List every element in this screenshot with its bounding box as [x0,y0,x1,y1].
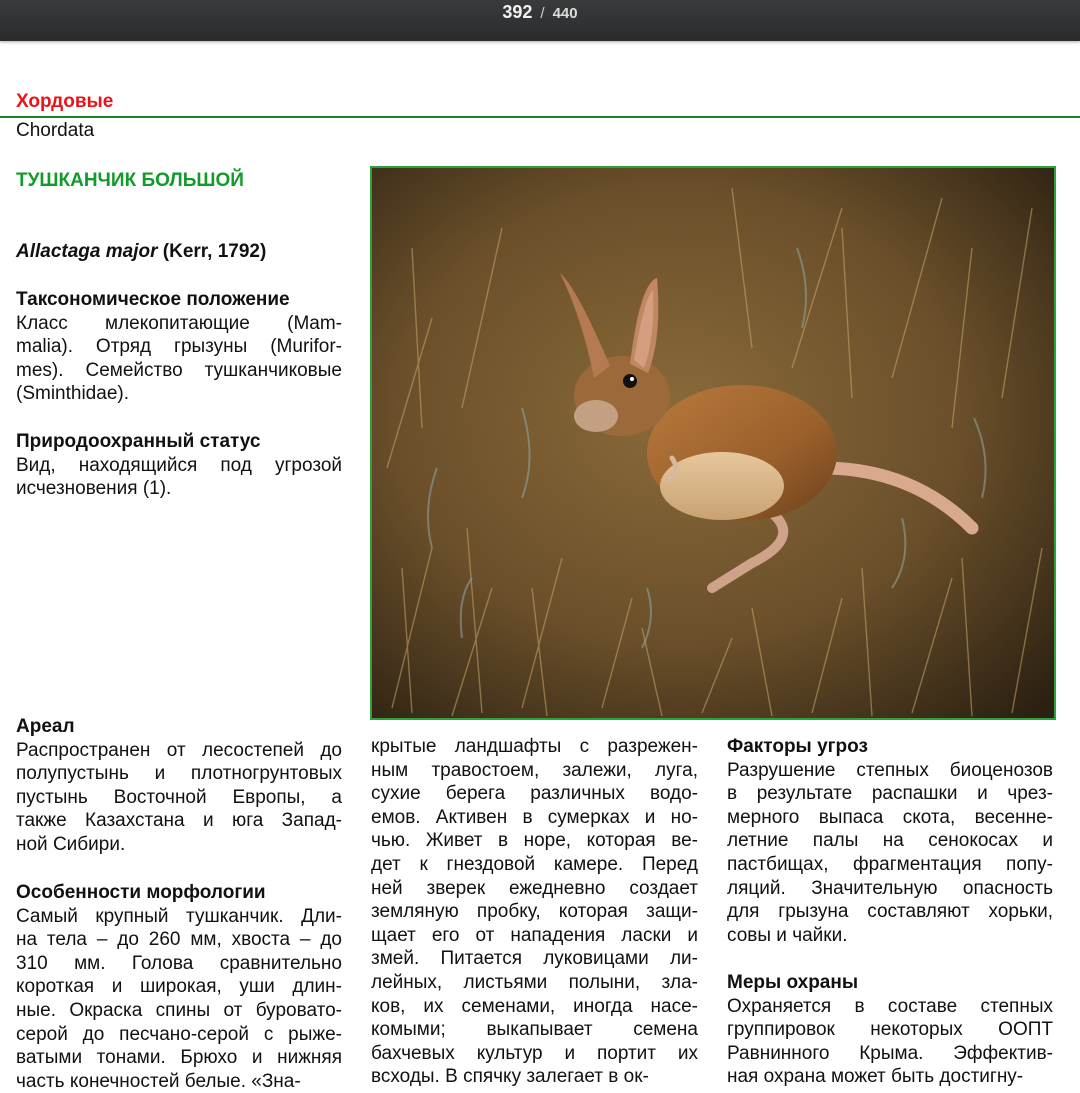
text-line: malia). Отряд грызуны (Murifor- [16,336,342,358]
section-body [727,759,1053,948]
section-heading: Таксономическое положение [16,289,290,310]
section-protection [727,971,1053,1089]
text-line: совы и чайки. [727,924,848,946]
text-line: (Sminthidae). [16,383,129,405]
section-heading: Природоохранный статус [16,431,261,452]
section-morphology [16,881,342,1093]
chapter-title: Хордовые [16,91,114,112]
jerboa-photo [370,166,1056,720]
text-line: лейных, листьями полыни, зла- [371,971,698,993]
viewer-toolbar [0,0,1080,41]
text-line: часть конечностей белые. «Зна- [16,1070,301,1092]
text-line: емов. Активен в сумерках и но- [371,806,698,828]
text-line: исчезновения (1). [16,478,172,500]
text-line: Класс млекопитающие (Mam- [16,312,342,334]
species-title: ТУШКАНЧИК БОЛЬШОЙ [16,170,244,191]
text-line: Равнинного Крыма. Эффектив- [727,1042,1053,1064]
text-line: Самый крупный тушканчик. Дли- [16,905,342,927]
text-line: Вид, находящийся под угрозой [16,454,342,476]
text-line: всходы. В спячку залегает в ок- [371,1066,649,1088]
section-biology-continued [371,735,698,1089]
latin-binomial: Allactaga major [16,241,158,262]
section-body [16,739,342,857]
current-page-number[interactable]: 392 [502,2,533,22]
page-indicator[interactable] [502,2,577,23]
total-pages: 440 [552,5,578,22]
text-line: чью. Живет в норе, которая ве- [371,830,698,852]
section-range [16,715,342,857]
text-line: ные. Окраска спины от буровато- [16,999,342,1021]
text-line: короткая и широкая, уши длин- [16,976,342,998]
section-heading: Ареал [16,716,75,737]
text-line: группировок некоторых ООПТ [727,1019,1053,1041]
text-line: Охраняется в составе степных [727,995,1053,1017]
section-body [16,454,342,501]
text-line: для грызуна составляют хорьки, [727,901,1053,923]
text-line: пастбищах, фрагментация попу- [727,853,1053,875]
section-taxonomy [16,288,342,406]
text-line: летние палы на сенокосах и [727,830,1053,852]
text-line: крытые ландшафты с разрежен- [371,736,698,757]
section-body [371,735,698,1089]
text-line: серой до песчано-серой с рыже- [16,1023,342,1045]
section-heading: Меры охраны [727,972,859,993]
section-heading: Особенности морфологии [16,882,266,903]
text-line: ватыми тонами. Брюхо и нижняя [16,1047,342,1069]
section-threats [727,735,1053,947]
text-line: ков, их семенами, иногда насе- [371,995,698,1017]
text-line: ней зверек ежедневно создает [371,877,698,899]
text-line: ной Сибири. [16,833,126,855]
text-line: дет к гнездовой камере. Перед [371,853,698,875]
page-separator: / [540,5,545,22]
section-body [727,995,1053,1089]
text-line: ным травостоем, залежи, луга, [371,759,698,781]
latin-author: (Kerr, 1792) [162,241,267,262]
text-line: мерного выпаса скота, весенне- [727,806,1053,828]
species-latin-name [16,241,266,263]
chapter-latin-title: Chordata [16,120,95,141]
text-line: 310 мм. Голова сравнительно [16,952,342,974]
section-body [16,312,342,406]
text-line: сухие берега различных водо- [371,783,698,805]
jerboa-illustration [372,168,1054,718]
text-line: на тела – до 260 мм, хвоста – до [16,929,342,951]
text-line: бахчевых культур и портит их [371,1042,698,1064]
text-line: ляций. Значительную опасность [727,877,1053,899]
section-status [16,430,342,501]
text-line: ная охрана может быть достигну- [727,1066,1024,1088]
text-line: в результате распашки и чрез- [727,783,1053,805]
section-body [16,905,342,1093]
text-line: комыми; выкапывает семена [371,1019,698,1041]
header-divider [0,116,1080,118]
text-line: Распространен от лесостепей до [16,739,342,761]
section-heading: Факторы угроз [727,736,868,757]
text-line: полупустынь и плотногрунтовых [16,763,342,785]
text-line: также Казахстана и юга Запад- [16,810,342,832]
text-line: Разрушение степных биоценозов [727,759,1053,781]
text-line: пустынь Восточной Европы, а [16,786,342,808]
text-line: змей. Питается луковицами ли- [371,948,698,970]
text-line: щает его от нападения ласки и [371,924,698,946]
text-line: mes). Семейство тушканчиковые [16,359,342,381]
text-line: земляную пробку, которая защи- [371,901,698,923]
